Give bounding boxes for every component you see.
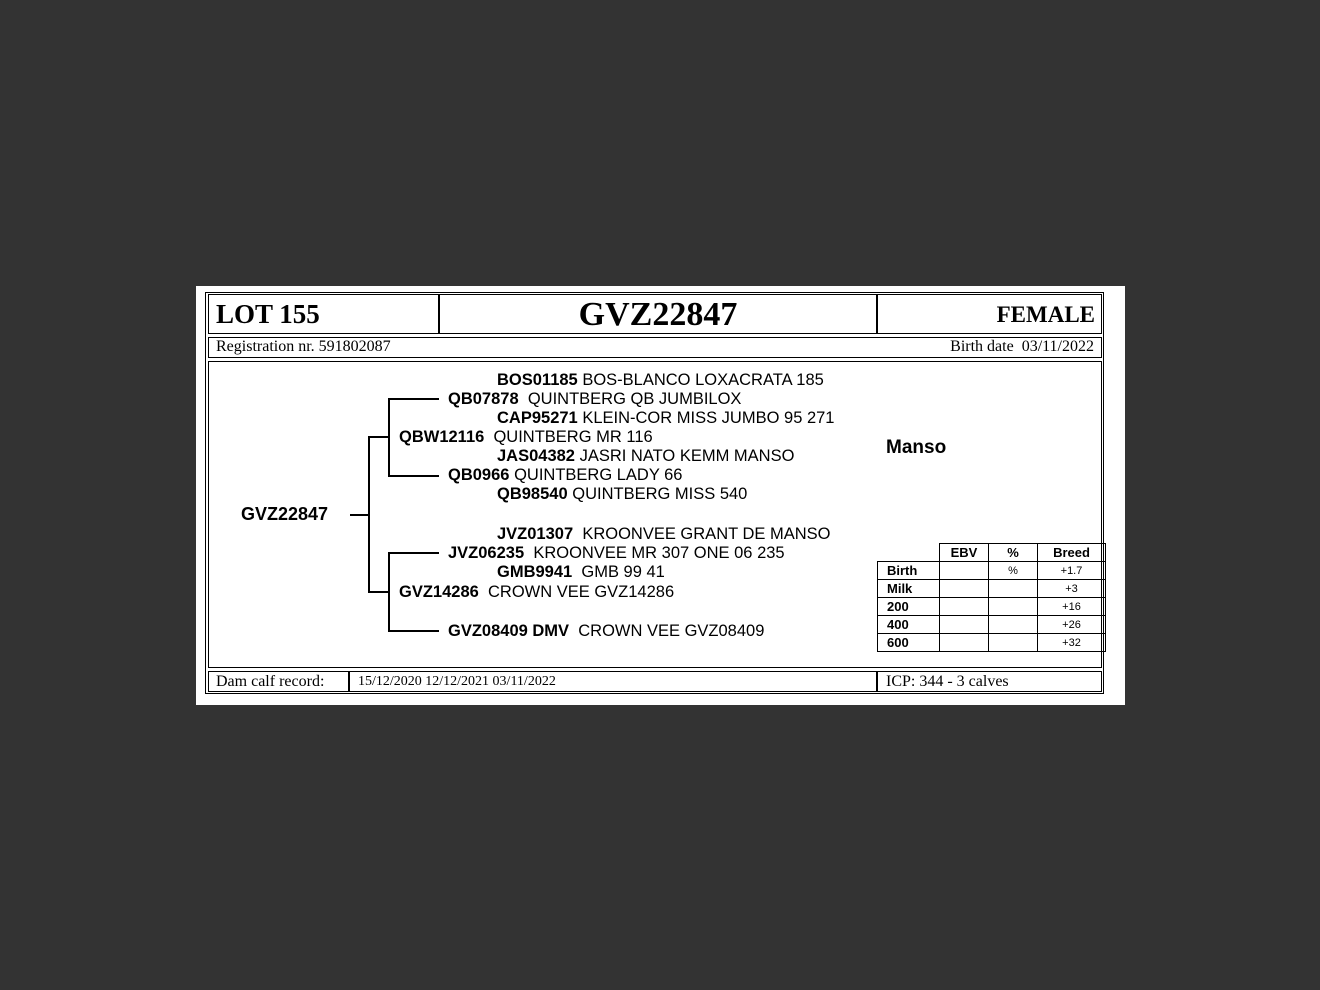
ebv-row-label: 400 — [878, 616, 940, 634]
sire-dam-dam: QB98540 QUINTBERG MISS 540 — [497, 485, 748, 503]
ebv-row-birth — [878, 562, 1106, 580]
breeder-name: Manso — [886, 437, 947, 458]
ebv-table — [877, 543, 1106, 652]
ebv-header-blank — [878, 544, 940, 562]
sire-sire-sire: BOS01185 BOS-BLANCO LOXACRATA 185 — [497, 371, 824, 389]
ebv-percent — [989, 598, 1038, 616]
birth-date: Birth date 03/11/2022 — [950, 338, 1094, 355]
dam-dam: GVZ08409 DMV CROWN VEE GVZ08409 — [448, 622, 765, 640]
lot-number: LOT 155 — [216, 299, 320, 329]
ebv-header-row — [878, 544, 1106, 562]
sire-branch-vertical — [388, 398, 390, 476]
sire: QBW12116 QUINTBERG MR 116 — [399, 428, 653, 446]
dam-dam-connector — [388, 630, 439, 632]
sire-sire: QB07878 QUINTBERG QB JUMBILOX — [448, 390, 742, 408]
ebv-value — [940, 634, 989, 652]
ebv-row-label: 200 — [878, 598, 940, 616]
ebv-row-400 — [878, 616, 1106, 634]
sire-dam-connector — [388, 475, 439, 477]
ebv-header-ebv: EBV — [940, 544, 989, 562]
ebv-value — [940, 562, 989, 580]
dam: GVZ14286 CROWN VEE GVZ14286 — [399, 583, 675, 601]
dam-sire-sire: JVZ01307 KROONVEE GRANT DE MANSO — [497, 525, 831, 543]
dam-branch-vertical — [388, 552, 390, 630]
registration-number: Registration nr. 591802087 — [216, 338, 391, 355]
sire-sire-dam: CAP95271 KLEIN-COR MISS JUMBO 95 271 — [497, 409, 835, 427]
ebv-percent — [989, 616, 1038, 634]
dam-calf-label: Dam calf record: — [216, 673, 325, 690]
ebv-percent: % — [989, 562, 1038, 580]
ebv-percent — [989, 634, 1038, 652]
subject-connector — [350, 514, 369, 516]
main-vertical — [368, 436, 370, 593]
ebv-breed: +1.7 — [1038, 562, 1106, 580]
sire-dam: QB0966 QUINTBERG LADY 66 — [448, 466, 683, 484]
dam-sire-dam: GMB9941 GMB 99 41 — [497, 563, 665, 581]
ebv-header-breed: Breed — [1038, 544, 1106, 562]
ebv-row-200 — [878, 598, 1106, 616]
ebv-row-label: Milk — [878, 580, 940, 598]
lot-card — [196, 286, 1125, 705]
ebv-row-label: 600 — [878, 634, 940, 652]
pedigree-subject: GVZ22847 — [241, 504, 329, 524]
dam-calf-dates: 15/12/2020 12/12/2021 03/11/2022 — [358, 674, 556, 689]
sire-connector — [368, 436, 389, 438]
ebv-breed: +26 — [1038, 616, 1106, 634]
ebv-percent — [989, 580, 1038, 598]
icp-record: ICP: 344 - 3 calves — [886, 673, 1009, 690]
sire-dam-sire: JAS04382 JASRI NATO KEMM MANSO — [497, 447, 795, 465]
ebv-row-milk — [878, 580, 1106, 598]
ebv-row-600 — [878, 634, 1106, 652]
ebv-breed: +3 — [1038, 580, 1106, 598]
dam-sire: JVZ06235 KROONVEE MR 307 ONE 06 235 — [448, 544, 785, 562]
ebv-value — [940, 616, 989, 634]
ebv-breed: +32 — [1038, 634, 1106, 652]
dam-connector — [368, 591, 389, 593]
sire-sire-connector — [388, 398, 439, 400]
ebv-header-percent: % — [989, 544, 1038, 562]
sex-label: FEMALE — [996, 302, 1095, 327]
dam-sire-connector — [388, 552, 439, 554]
ebv-breed: +16 — [1038, 598, 1106, 616]
animal-id-title: GVZ22847 — [578, 296, 738, 333]
ebv-row-label: Birth — [878, 562, 940, 580]
ebv-value — [940, 580, 989, 598]
ebv-value — [940, 598, 989, 616]
